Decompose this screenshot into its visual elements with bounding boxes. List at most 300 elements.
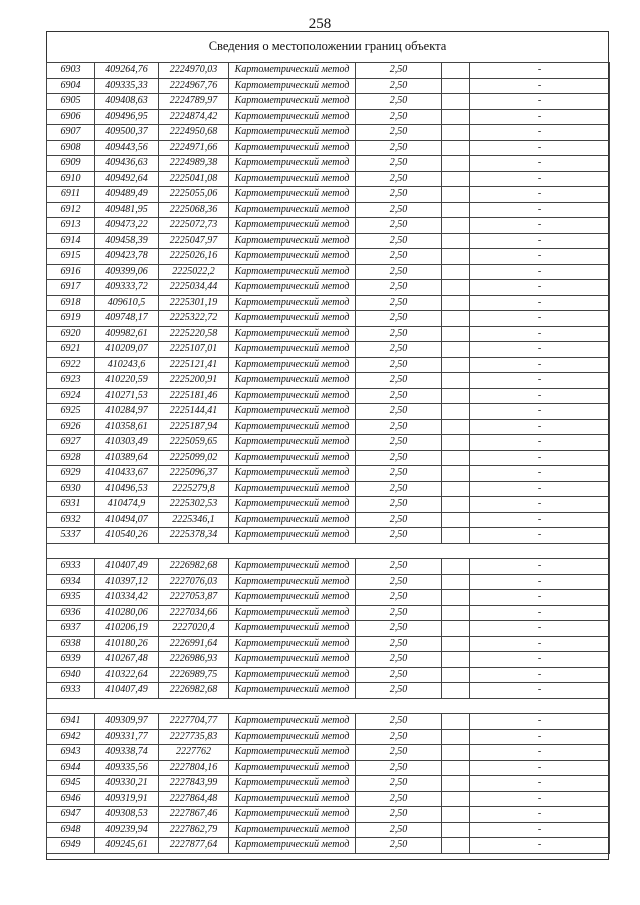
x-coordinate-cell: 409481,95 — [95, 202, 159, 218]
note-cell: - — [470, 481, 610, 497]
method-cell: Картометрический метод — [229, 326, 356, 342]
accuracy-cell: 2,50 — [356, 249, 442, 265]
point-number-cell: 6921 — [47, 342, 95, 358]
y-coordinate-cell: 2227735,83 — [159, 729, 229, 745]
y-coordinate-cell: 2225107,01 — [159, 342, 229, 358]
table-row — [47, 109, 610, 125]
table-row — [47, 218, 610, 234]
point-number-cell: 6903 — [47, 63, 95, 79]
x-coordinate-cell: 410496,53 — [95, 481, 159, 497]
blank-cell — [442, 295, 470, 311]
accuracy-cell: 2,50 — [356, 202, 442, 218]
method-cell: Картометрический метод — [229, 729, 356, 745]
table-row — [47, 233, 610, 249]
note-cell: - — [470, 419, 610, 435]
y-coordinate-cell: 2227877,64 — [159, 838, 229, 854]
y-coordinate-cell: 2225034,44 — [159, 280, 229, 296]
accuracy-cell: 2,50 — [356, 683, 442, 699]
method-cell: Картометрический метод — [229, 264, 356, 280]
note-cell: - — [470, 652, 610, 668]
table-row — [47, 435, 610, 451]
accuracy-cell: 2,50 — [356, 760, 442, 776]
table-row — [47, 311, 610, 327]
x-coordinate-cell: 409436,63 — [95, 156, 159, 172]
method-cell: Картометрический метод — [229, 388, 356, 404]
table-row — [47, 140, 610, 156]
method-cell: Картометрический метод — [229, 404, 356, 420]
x-coordinate-cell: 409335,33 — [95, 78, 159, 94]
point-number-cell: 6907 — [47, 125, 95, 141]
blank-cell — [442, 605, 470, 621]
y-coordinate-cell: 2224970,03 — [159, 63, 229, 79]
accuracy-cell: 2,50 — [356, 218, 442, 234]
blank-cell — [442, 621, 470, 637]
y-coordinate-cell: 2226982,68 — [159, 683, 229, 699]
note-cell: - — [470, 404, 610, 420]
table-row — [47, 280, 610, 296]
note-cell: - — [470, 559, 610, 575]
point-number-cell: 6905 — [47, 94, 95, 110]
x-coordinate-cell: 410397,12 — [95, 574, 159, 590]
blank-cell — [442, 435, 470, 451]
table-row — [47, 125, 610, 141]
y-coordinate-cell: 2227804,16 — [159, 760, 229, 776]
x-coordinate-cell: 410220,59 — [95, 373, 159, 389]
accuracy-cell: 2,50 — [356, 404, 442, 420]
method-cell: Картометрический метод — [229, 466, 356, 482]
y-coordinate-cell: 2225279,8 — [159, 481, 229, 497]
table-row — [47, 357, 610, 373]
blank-cell — [442, 838, 470, 854]
y-coordinate-cell: 2225026,16 — [159, 249, 229, 265]
x-coordinate-cell: 410209,07 — [95, 342, 159, 358]
method-cell: Картометрический метод — [229, 760, 356, 776]
x-coordinate-cell: 409496,95 — [95, 109, 159, 125]
point-number-cell: 6939 — [47, 652, 95, 668]
table-row — [47, 466, 610, 482]
note-cell: - — [470, 528, 610, 544]
point-number-cell: 6927 — [47, 435, 95, 451]
point-number-cell: 6908 — [47, 140, 95, 156]
table-row — [47, 78, 610, 94]
blank-cell — [442, 218, 470, 234]
table-row — [47, 605, 610, 621]
y-coordinate-cell: 2225301,19 — [159, 295, 229, 311]
point-number-cell: 6943 — [47, 745, 95, 761]
y-coordinate-cell: 2224874,42 — [159, 109, 229, 125]
method-cell: Картометрический метод — [229, 156, 356, 172]
x-coordinate-cell: 409492,64 — [95, 171, 159, 187]
method-cell: Картометрический метод — [229, 202, 356, 218]
x-coordinate-cell: 409408,63 — [95, 94, 159, 110]
x-coordinate-cell: 409309,97 — [95, 714, 159, 730]
accuracy-cell: 2,50 — [356, 295, 442, 311]
blank-cell — [442, 776, 470, 792]
method-cell: Картометрический метод — [229, 63, 356, 79]
table-row — [47, 838, 610, 854]
table-row — [47, 667, 610, 683]
blank-cell — [442, 745, 470, 761]
x-coordinate-cell: 409239,94 — [95, 822, 159, 838]
note-cell: - — [470, 574, 610, 590]
accuracy-cell: 2,50 — [356, 574, 442, 590]
table-row — [47, 574, 610, 590]
table-row — [47, 714, 610, 730]
table-row — [47, 419, 610, 435]
y-coordinate-cell: 2225059,65 — [159, 435, 229, 451]
accuracy-cell: 2,50 — [356, 605, 442, 621]
point-number-cell: 6930 — [47, 481, 95, 497]
y-coordinate-cell: 2225121,41 — [159, 357, 229, 373]
accuracy-cell: 2,50 — [356, 590, 442, 606]
accuracy-cell: 2,50 — [356, 140, 442, 156]
note-cell: - — [470, 760, 610, 776]
point-number-cell: 6946 — [47, 791, 95, 807]
note-cell: - — [470, 683, 610, 699]
y-coordinate-cell: 2227076,03 — [159, 574, 229, 590]
method-cell: Картометрический метод — [229, 512, 356, 528]
table-row — [47, 156, 610, 172]
y-coordinate-cell: 2224971,66 — [159, 140, 229, 156]
point-number-cell: 5337 — [47, 528, 95, 544]
point-number-cell: 6944 — [47, 760, 95, 776]
table-row — [47, 373, 610, 389]
y-coordinate-cell: 2225022,2 — [159, 264, 229, 280]
note-cell: - — [470, 233, 610, 249]
blank-cell — [442, 357, 470, 373]
y-coordinate-cell: 2225055,06 — [159, 187, 229, 203]
method-cell: Картометрический метод — [229, 807, 356, 823]
blank-cell — [442, 311, 470, 327]
method-cell: Картометрический метод — [229, 574, 356, 590]
note-cell: - — [470, 187, 610, 203]
point-number-cell: 6933 — [47, 559, 95, 575]
note-cell: - — [470, 326, 610, 342]
accuracy-cell: 2,50 — [356, 729, 442, 745]
y-coordinate-cell: 2225144,41 — [159, 404, 229, 420]
y-coordinate-cell: 2227843,99 — [159, 776, 229, 792]
table-row — [47, 559, 610, 575]
note-cell: - — [470, 125, 610, 141]
method-cell: Картометрический метод — [229, 311, 356, 327]
note-cell: - — [470, 78, 610, 94]
y-coordinate-cell: 2224967,76 — [159, 78, 229, 94]
blank-cell — [442, 528, 470, 544]
accuracy-cell: 2,50 — [356, 652, 442, 668]
note-cell: - — [470, 497, 610, 513]
note-cell: - — [470, 202, 610, 218]
accuracy-cell: 2,50 — [356, 435, 442, 451]
x-coordinate-cell: 410180,26 — [95, 636, 159, 652]
y-coordinate-cell: 2225099,02 — [159, 450, 229, 466]
note-cell: - — [470, 295, 610, 311]
blank-cell — [442, 202, 470, 218]
table-row — [47, 481, 610, 497]
method-cell: Картометрический метод — [229, 791, 356, 807]
method-cell: Картометрический метод — [229, 605, 356, 621]
x-coordinate-cell: 410334,42 — [95, 590, 159, 606]
accuracy-cell: 2,50 — [356, 233, 442, 249]
point-number-cell: 6925 — [47, 404, 95, 420]
table-row — [47, 326, 610, 342]
point-number-cell: 6949 — [47, 838, 95, 854]
note-cell: - — [470, 636, 610, 652]
table-row — [47, 652, 610, 668]
blank-cell — [442, 714, 470, 730]
y-coordinate-cell: 2225346,1 — [159, 512, 229, 528]
point-number-cell: 6937 — [47, 621, 95, 637]
x-coordinate-cell: 409399,06 — [95, 264, 159, 280]
blank-cell — [442, 652, 470, 668]
x-coordinate-cell: 409458,39 — [95, 233, 159, 249]
point-number-cell: 6920 — [47, 326, 95, 342]
x-coordinate-cell: 409473,22 — [95, 218, 159, 234]
blank-cell — [442, 729, 470, 745]
x-coordinate-cell: 409982,61 — [95, 326, 159, 342]
y-coordinate-cell: 2227762 — [159, 745, 229, 761]
x-coordinate-cell: 410280,06 — [95, 605, 159, 621]
x-coordinate-cell: 409264,76 — [95, 63, 159, 79]
blank-cell — [442, 791, 470, 807]
x-coordinate-cell: 410284,97 — [95, 404, 159, 420]
method-cell: Картометрический метод — [229, 125, 356, 141]
blank-cell — [442, 497, 470, 513]
method-cell: Картометрический метод — [229, 559, 356, 575]
blank-cell — [442, 94, 470, 110]
point-number-cell: 6933 — [47, 683, 95, 699]
point-number-cell: 6919 — [47, 311, 95, 327]
method-cell: Картометрический метод — [229, 636, 356, 652]
point-number-cell: 6917 — [47, 280, 95, 296]
y-coordinate-cell: 2225187,94 — [159, 419, 229, 435]
y-coordinate-cell: 2225072,73 — [159, 218, 229, 234]
note-cell: - — [470, 838, 610, 854]
blank-cell — [442, 280, 470, 296]
table-row — [47, 388, 610, 404]
table-row — [47, 621, 610, 637]
method-cell: Картометрический метод — [229, 419, 356, 435]
point-number-cell: 6914 — [47, 233, 95, 249]
point-number-cell: 6945 — [47, 776, 95, 792]
accuracy-cell: 2,50 — [356, 621, 442, 637]
method-cell: Картометрический метод — [229, 481, 356, 497]
table-row — [47, 760, 610, 776]
method-cell: Картометрический метод — [229, 218, 356, 234]
x-coordinate-cell: 409308,53 — [95, 807, 159, 823]
blank-cell — [442, 590, 470, 606]
x-coordinate-cell: 409500,37 — [95, 125, 159, 141]
accuracy-cell: 2,50 — [356, 125, 442, 141]
x-coordinate-cell: 410303,49 — [95, 435, 159, 451]
point-number-cell: 6922 — [47, 357, 95, 373]
point-number-cell: 6909 — [47, 156, 95, 172]
x-coordinate-cell: 410358,61 — [95, 419, 159, 435]
y-coordinate-cell: 2225220,58 — [159, 326, 229, 342]
accuracy-cell: 2,50 — [356, 264, 442, 280]
method-cell: Картометрический метод — [229, 683, 356, 699]
blank-cell — [442, 109, 470, 125]
x-coordinate-cell: 409489,49 — [95, 187, 159, 203]
section-separator-row — [47, 698, 610, 714]
table-row — [47, 264, 610, 280]
note-cell: - — [470, 264, 610, 280]
y-coordinate-cell: 2225200,91 — [159, 373, 229, 389]
point-number-cell: 6918 — [47, 295, 95, 311]
x-coordinate-cell: 410322,64 — [95, 667, 159, 683]
method-cell: Картометрический метод — [229, 822, 356, 838]
accuracy-cell: 2,50 — [356, 373, 442, 389]
y-coordinate-cell: 2226986,93 — [159, 652, 229, 668]
table-row — [47, 295, 610, 311]
blank-cell — [442, 419, 470, 435]
y-coordinate-cell: 2224989,38 — [159, 156, 229, 172]
table-row — [47, 776, 610, 792]
note-cell: - — [470, 807, 610, 823]
blank-cell — [442, 125, 470, 141]
y-coordinate-cell: 2225096,37 — [159, 466, 229, 482]
method-cell: Картометрический метод — [229, 249, 356, 265]
method-cell: Картометрический метод — [229, 838, 356, 854]
point-number-cell: 6928 — [47, 450, 95, 466]
accuracy-cell: 2,50 — [356, 497, 442, 513]
x-coordinate-cell: 409319,91 — [95, 791, 159, 807]
method-cell: Картометрический метод — [229, 621, 356, 637]
x-coordinate-cell: 409335,56 — [95, 760, 159, 776]
y-coordinate-cell: 2224950,68 — [159, 125, 229, 141]
x-coordinate-cell: 410206,19 — [95, 621, 159, 637]
note-cell: - — [470, 776, 610, 792]
accuracy-cell: 2,50 — [356, 280, 442, 296]
blank-cell — [442, 326, 470, 342]
y-coordinate-cell: 2227034,66 — [159, 605, 229, 621]
y-coordinate-cell: 2225378,34 — [159, 528, 229, 544]
accuracy-cell: 2,50 — [356, 311, 442, 327]
point-number-cell: 6904 — [47, 78, 95, 94]
accuracy-cell: 2,50 — [356, 636, 442, 652]
y-coordinate-cell: 2224789,97 — [159, 94, 229, 110]
note-cell: - — [470, 94, 610, 110]
method-cell: Картометрический метод — [229, 94, 356, 110]
y-coordinate-cell: 2226982,68 — [159, 559, 229, 575]
accuracy-cell: 2,50 — [356, 78, 442, 94]
accuracy-cell: 2,50 — [356, 156, 442, 172]
blank-cell — [442, 450, 470, 466]
accuracy-cell: 2,50 — [356, 776, 442, 792]
table-row — [47, 590, 610, 606]
blank-cell — [442, 404, 470, 420]
point-number-cell: 6929 — [47, 466, 95, 482]
blank-cell — [442, 760, 470, 776]
note-cell: - — [470, 512, 610, 528]
blank-cell — [442, 683, 470, 699]
note-cell: - — [470, 822, 610, 838]
x-coordinate-cell: 410474,9 — [95, 497, 159, 513]
table-row — [47, 807, 610, 823]
blank-cell — [442, 264, 470, 280]
blank-cell — [442, 388, 470, 404]
note-cell: - — [470, 714, 610, 730]
y-coordinate-cell: 2227020,4 — [159, 621, 229, 637]
point-number-cell: 6931 — [47, 497, 95, 513]
note-cell: - — [470, 791, 610, 807]
x-coordinate-cell: 409245,61 — [95, 838, 159, 854]
separator-cell — [47, 698, 610, 714]
blank-cell — [442, 667, 470, 683]
y-coordinate-cell: 2225302,53 — [159, 497, 229, 513]
separator-cell — [47, 543, 610, 559]
point-number-cell: 6936 — [47, 605, 95, 621]
point-number-cell: 6947 — [47, 807, 95, 823]
blank-cell — [442, 140, 470, 156]
blank-cell — [442, 481, 470, 497]
note-cell: - — [470, 373, 610, 389]
point-number-cell: 6923 — [47, 373, 95, 389]
accuracy-cell: 2,50 — [356, 822, 442, 838]
x-coordinate-cell: 410267,48 — [95, 652, 159, 668]
table-row — [47, 171, 610, 187]
accuracy-cell: 2,50 — [356, 528, 442, 544]
table-row — [47, 450, 610, 466]
note-cell: - — [470, 311, 610, 327]
note-cell: - — [470, 388, 610, 404]
x-coordinate-cell: 410494,07 — [95, 512, 159, 528]
table-row — [47, 94, 610, 110]
table-row — [47, 528, 610, 544]
blank-cell — [442, 636, 470, 652]
x-coordinate-cell: 410540,26 — [95, 528, 159, 544]
note-cell: - — [470, 280, 610, 296]
x-coordinate-cell: 409338,74 — [95, 745, 159, 761]
point-number-cell: 6938 — [47, 636, 95, 652]
y-coordinate-cell: 2225181,46 — [159, 388, 229, 404]
table-row — [47, 63, 610, 79]
point-number-cell: 6916 — [47, 264, 95, 280]
point-number-cell: 6935 — [47, 590, 95, 606]
x-coordinate-cell: 410389,64 — [95, 450, 159, 466]
accuracy-cell: 2,50 — [356, 559, 442, 575]
point-number-cell: 6915 — [47, 249, 95, 265]
x-coordinate-cell: 410271,53 — [95, 388, 159, 404]
point-number-cell: 6924 — [47, 388, 95, 404]
point-number-cell: 6941 — [47, 714, 95, 730]
accuracy-cell: 2,50 — [356, 326, 442, 342]
note-cell: - — [470, 466, 610, 482]
point-number-cell: 6942 — [47, 729, 95, 745]
note-cell: - — [470, 171, 610, 187]
method-cell: Картометрический метод — [229, 109, 356, 125]
table-row — [47, 729, 610, 745]
method-cell: Картометрический метод — [229, 435, 356, 451]
note-cell: - — [470, 450, 610, 466]
note-cell: - — [470, 109, 610, 125]
y-coordinate-cell: 2227704,77 — [159, 714, 229, 730]
x-coordinate-cell: 409610,5 — [95, 295, 159, 311]
accuracy-cell: 2,50 — [356, 512, 442, 528]
table-caption: Сведения о местоположении границ объекта — [208, 39, 447, 53]
x-coordinate-cell: 409330,21 — [95, 776, 159, 792]
table-row — [47, 791, 610, 807]
y-coordinate-cell: 2226991,64 — [159, 636, 229, 652]
accuracy-cell: 2,50 — [356, 481, 442, 497]
x-coordinate-cell: 409748,17 — [95, 311, 159, 327]
method-cell: Картометрический метод — [229, 667, 356, 683]
x-coordinate-cell: 409423,78 — [95, 249, 159, 265]
blank-cell — [442, 574, 470, 590]
accuracy-cell: 2,50 — [356, 357, 442, 373]
blank-cell — [442, 78, 470, 94]
note-cell: - — [470, 357, 610, 373]
boundary-coordinates-table — [46, 62, 610, 854]
